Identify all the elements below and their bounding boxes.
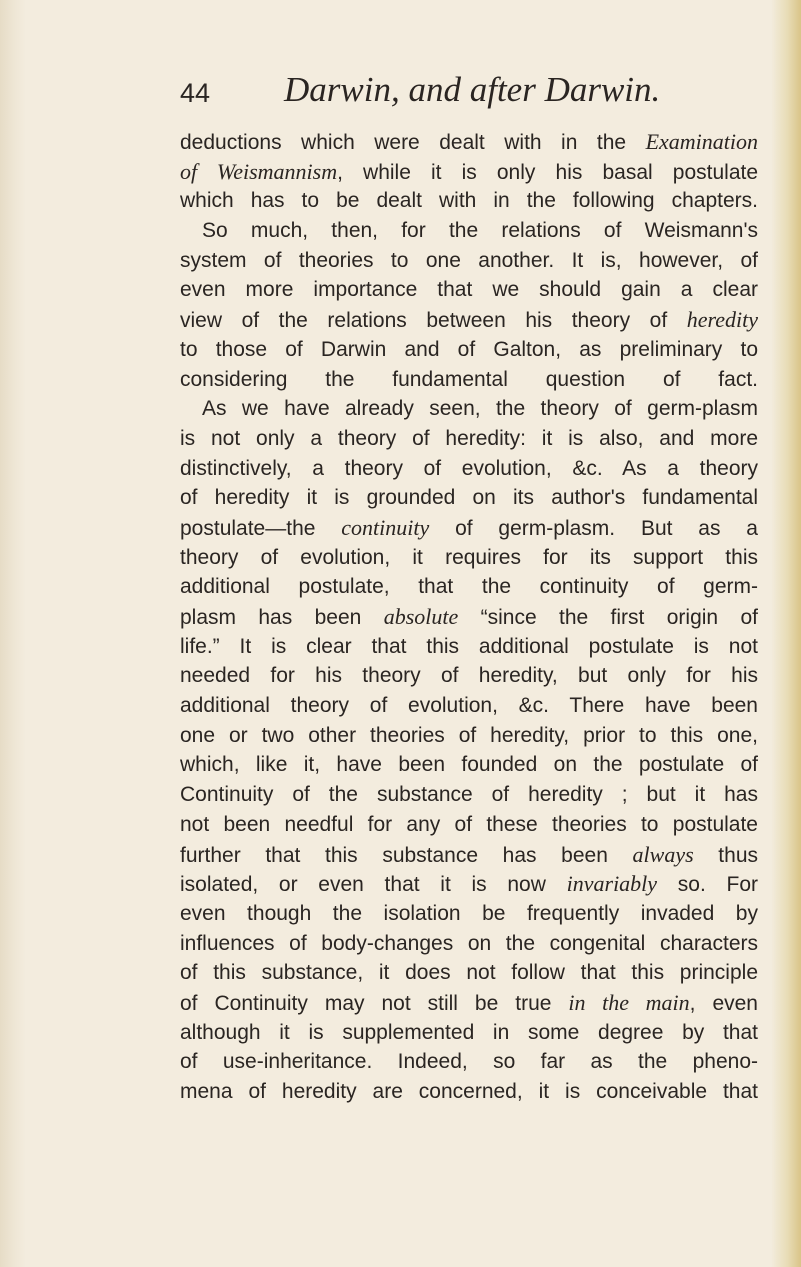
- text-line: [180, 1077, 758, 1107]
- text-run: even more importance that we should gain a clear: [180, 278, 758, 302]
- text-line: [180, 305, 758, 335]
- text-run: distinctively, a theory of evolution, &c. As a theory: [180, 456, 758, 480]
- italic-run: in the main: [568, 989, 690, 1015]
- text-run: additional postulate, that the continuity of germ-: [180, 575, 758, 599]
- italic-run: always: [632, 841, 694, 867]
- page-edge-right: [771, 0, 801, 1267]
- text-line: [180, 186, 758, 216]
- text-line: [180, 661, 758, 691]
- text-run: , while it is only his basal postulate: [337, 160, 759, 184]
- italic-run: heredity: [686, 307, 758, 333]
- text-run: needed for his theory of heredity, but only for his: [180, 664, 758, 688]
- running-title: Darwin, and after Darwin.: [284, 70, 661, 109]
- text-line: [180, 454, 758, 484]
- italic-run: Examination: [645, 129, 758, 154]
- text-run: view of the relations between his theory of: [180, 309, 687, 333]
- text-run: one or two other theories of heredity, prior to this one,: [180, 723, 758, 747]
- text-run: of Continuity may not still be true: [180, 991, 569, 1015]
- text-run: As we have already seen, the theory of germ-plasm: [202, 397, 758, 421]
- text-run: even though the isolation be frequently invaded by: [180, 901, 758, 925]
- text-line: [180, 632, 758, 662]
- text-run: although it is supplemented in some degree by that: [180, 1020, 758, 1044]
- text-line: [180, 691, 758, 721]
- text-line: [180, 572, 758, 602]
- text-line: [180, 424, 758, 454]
- italic-run: of Weismannism: [180, 158, 338, 184]
- text-run: mena of heredity are concerned, it is conceivable that: [180, 1080, 758, 1103]
- body-text: [180, 127, 758, 1107]
- text-run: postulate—the: [180, 516, 342, 540]
- text-run: further that this substance has been: [180, 843, 633, 867]
- text-line: [180, 810, 758, 840]
- text-line: [180, 127, 758, 157]
- text-line: [180, 780, 758, 810]
- text-line: [180, 394, 758, 424]
- page-number: 44: [180, 78, 211, 108]
- text-line: [180, 988, 758, 1018]
- text-line: [180, 869, 758, 899]
- text-run: So much, then, for the relations of Weismann's: [202, 219, 758, 243]
- text-line: [180, 216, 758, 246]
- text-line: [180, 602, 758, 632]
- text-run: plasm has been: [180, 606, 384, 629]
- text-line: [180, 721, 758, 751]
- text-line: [180, 543, 758, 573]
- text-line: [180, 157, 758, 187]
- text-run: life.” It is clear that this additional postulate is not: [180, 634, 758, 658]
- text-run: of germ-plasm. But as a: [429, 516, 758, 540]
- text-line: [180, 840, 758, 870]
- text-line: [180, 929, 758, 959]
- text-line: [180, 958, 758, 988]
- text-line: [180, 513, 758, 543]
- text-line: [180, 1018, 758, 1048]
- text-run: of heredity it is grounded on its author's fundamental: [180, 486, 758, 510]
- italic-run: absolute: [383, 604, 459, 629]
- text-run: so. For: [657, 873, 758, 897]
- italic-run: invariably: [566, 871, 658, 897]
- text-line: [180, 275, 758, 305]
- text-run: “since the first origin of: [458, 606, 758, 629]
- text-run: which, like it, have been founded on the postulate of: [180, 753, 758, 777]
- text-line: [180, 365, 758, 395]
- page-header: [180, 70, 660, 120]
- italic-run: continuity: [341, 514, 430, 540]
- text-run: considering the fundamental question of fact.: [180, 367, 758, 391]
- text-run: thus: [693, 843, 759, 867]
- text-line: [180, 483, 758, 513]
- text-run: to those of Darwin and of Galton, as preliminary to: [180, 337, 758, 361]
- text-run: not been needful for any of these theories to postulate: [180, 812, 758, 836]
- text-line: [180, 899, 758, 929]
- text-run: influences of body-changes on the congenital characters: [180, 931, 758, 955]
- text-run: is not only a theory of heredity: it is also, and more: [180, 426, 758, 450]
- text-run: of use-inheritance. Indeed, so far as the pheno-: [180, 1050, 758, 1074]
- text-run: , even: [689, 991, 758, 1015]
- text-line: [180, 1047, 758, 1077]
- text-run: theory of evolution, it requires for its support this: [180, 545, 758, 569]
- text-line: [180, 246, 758, 276]
- text-run: Continuity of the substance of heredity ; but it has: [180, 783, 758, 807]
- text-run: isolated, or even that it is now: [180, 873, 567, 897]
- text-run: which has to be dealt with in the following chapters.: [180, 189, 758, 213]
- text-run: of this substance, it does not follow that this principle: [180, 961, 758, 985]
- text-run: deductions which were dealt with in the: [180, 131, 646, 154]
- page-edge-left: [0, 0, 26, 1267]
- text-run: system of theories to one another. It is, however, of: [180, 248, 758, 272]
- text-line: [180, 335, 758, 365]
- text-line: [180, 750, 758, 780]
- text-run: additional theory of evolution, &c. There have been: [180, 694, 758, 718]
